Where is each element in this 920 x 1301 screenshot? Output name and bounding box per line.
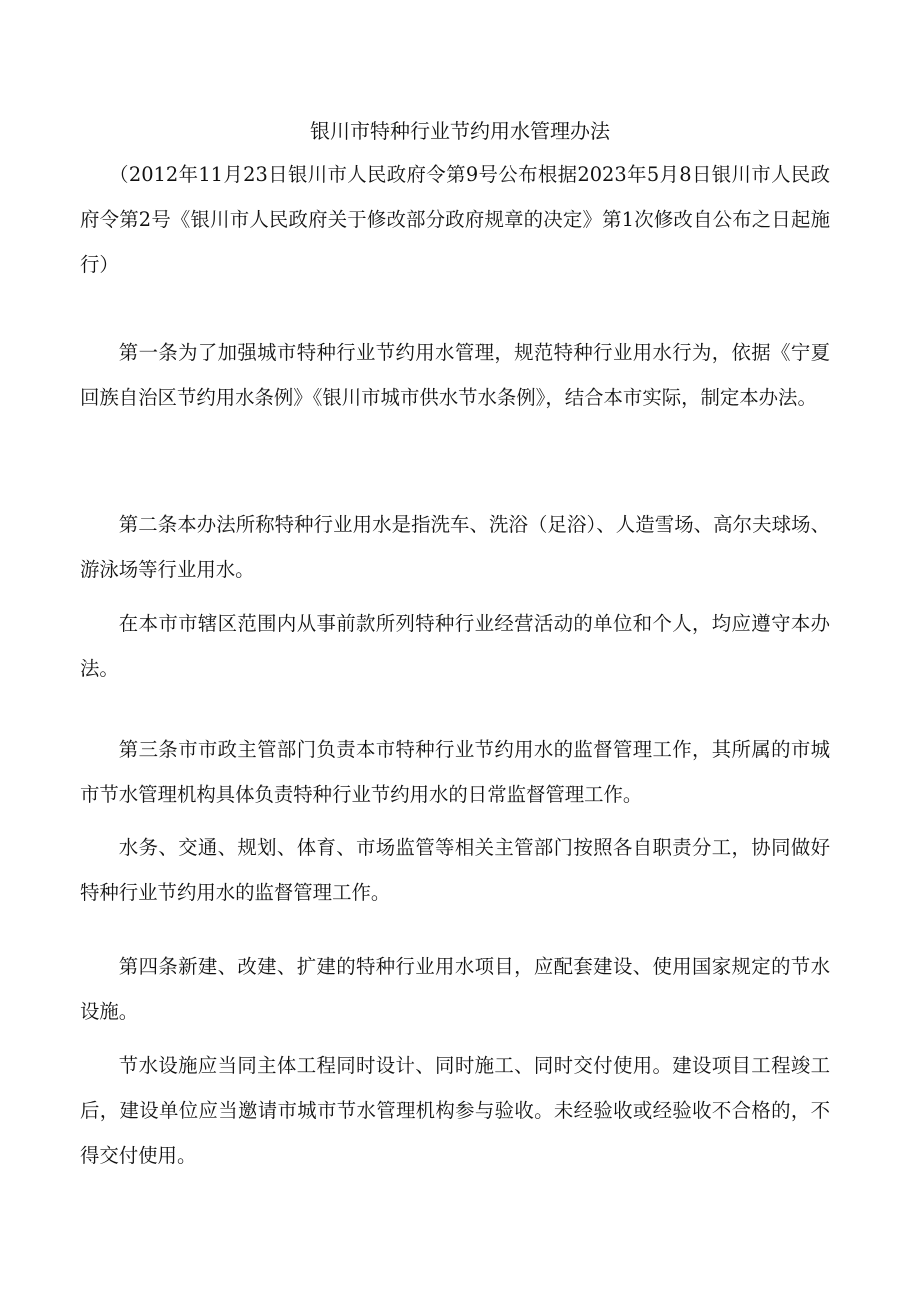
article-4: 第四条新建、改建、扩建的特种行业用水项目，应配套建设、使用国家规定的节水设施。 <box>80 955 830 1023</box>
article-3-clause-2: 水务、交通、规划、体育、市场监管等相关主管部门按照各自职责分工，协同做好特种行业节约用水的监督管理工作。 <box>80 836 830 904</box>
article-3: 第三条市市政主管部门负责本市特种行业节约用水的监督管理工作，其所属的市城市节水管理机构具体负责特种行业节约用水的日常监督管理工作。 <box>80 738 830 806</box>
article-2-clause-2: 在本市市辖区范围内从事前款所列特种行业经营活动的单位和个人，均应遵守本办法。 <box>80 612 830 680</box>
article-4-clause-2: 节水设施应当同主体工程同时设计、同时施工、同时交付使用。建设项目工程竣工后，建设单位应当邀请市城市节水管理机构参与验收。未经验收或经验收不合格的，不得交付使用。 <box>80 1054 830 1167</box>
document-title: 银川市特种行业节约用水管理办法 <box>310 119 610 143</box>
article-1: 第一条为了加强城市特种行业节约用水管理，规范特种行业用水行为，依据《宁夏回族自治区节约用水条例》《银川市城市供水节水条例》，结合本市实际，制定本办法。 <box>80 341 830 409</box>
article-2: 第二条本办法所称特种行业用水是指洗车、洗浴（足浴）、人造雪场、高尔夫球场、游泳场等行业用水。 <box>80 513 830 581</box>
promulgation-note: （2012年11月23日银川市人民政府令第9号公布根据2023年5月8日银川市人民政府令第2号《银川市人民政府关于修改部分政府规章的决定》第1次修改自公布之日起施行） <box>80 163 830 276</box>
